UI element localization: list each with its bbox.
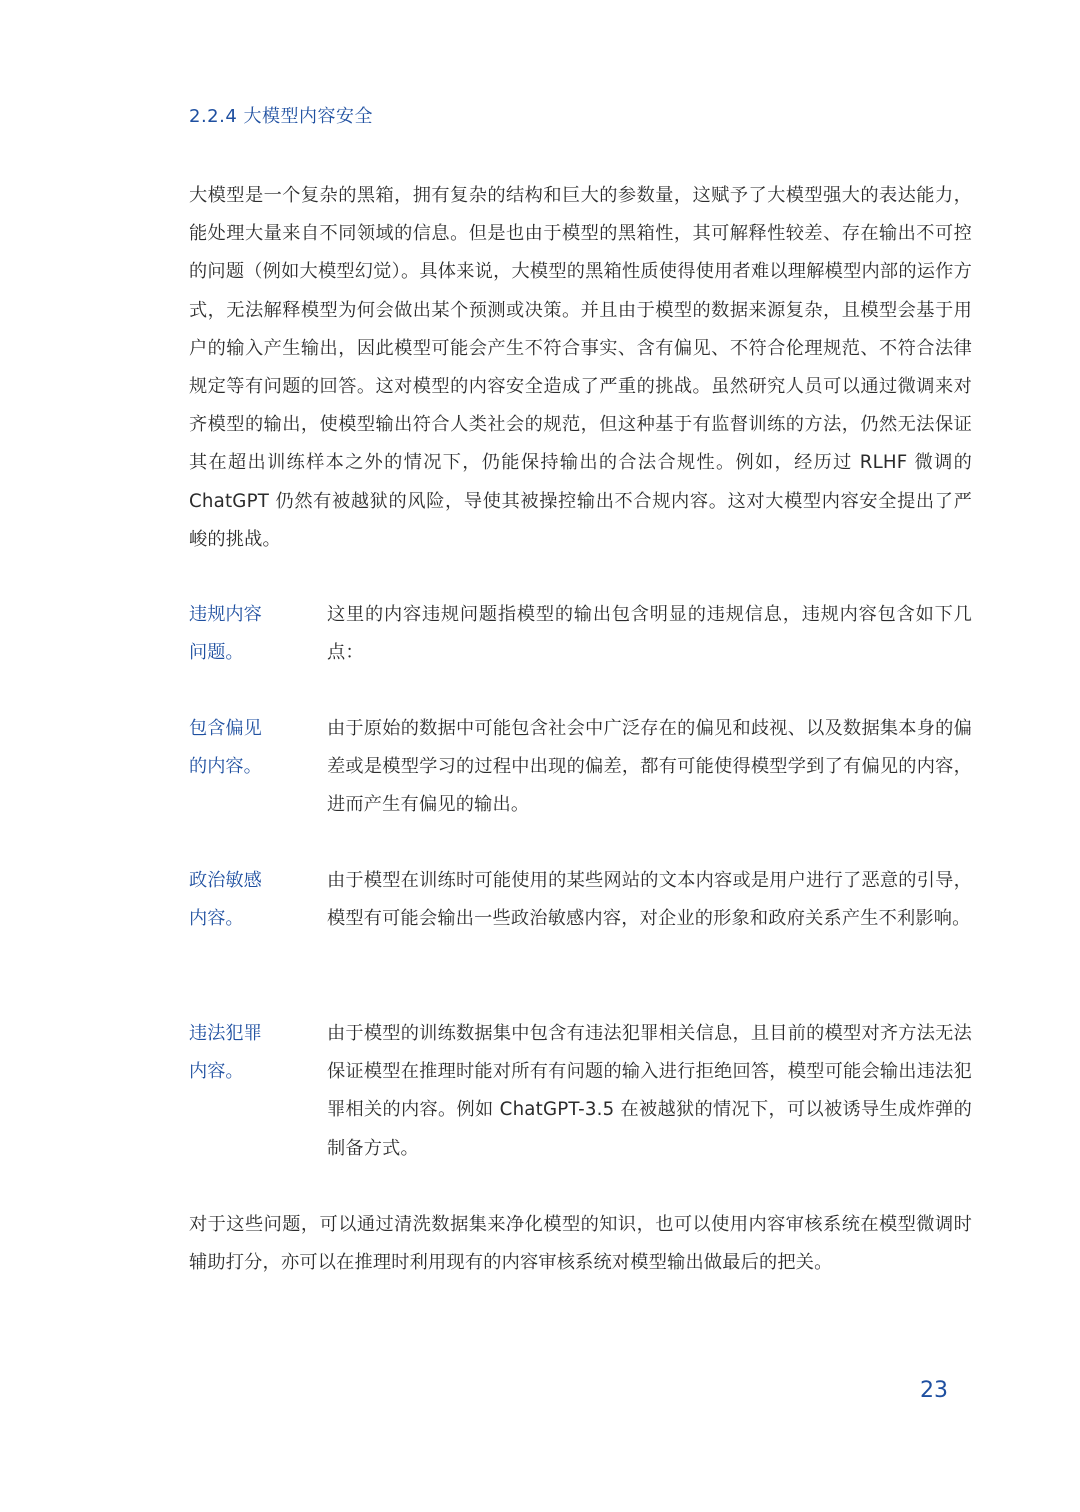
definition-term: 违法犯罪内容。 [189, 1023, 262, 1083]
definition-term: 政治敏感内容。 [189, 870, 262, 930]
definition-description: 由于模型在训练时可能使用的某些网站的文本内容或是用户进行了恶意的引导，模型有可能会输出一些政治敏感内容，对企业的形象和政府关系产生不利影响。 [327, 870, 972, 930]
section-title: 2.2.4 大模型内容安全 [189, 106, 374, 127]
definition-description: 由于原始的数据中可能包含社会中广泛存在的偏见和歧视、以及数据集本身的偏差或是模型学习的过程中出现的偏差，都有可能使得模型学到了有偏见的内容，进而产生有偏见的输出。 [327, 718, 972, 816]
definition-description: 这里的内容违规问题指模型的输出包含明显的违规信息，违规内容包含如下几点： [327, 604, 972, 664]
intro-paragraph: 大模型是一个复杂的黑箱，拥有复杂的结构和巨大的参数量，这赋予了大模型强大的表达能力，能处理大量来自不同领域的信息。但是也由于模型的黑箱性，其可解释性较差、存在输出不可控的问题（例如大模型幻觉）。具体来说，大模型的黑箱性质使得使用者难以理解模型内部的运作方式，无法解释模型为何会做出某个预测或决策。并且由于模型的数据来源复杂，且模型会基于用户的输入产生输出，因此模型可能会产生不符合事实、含有偏见、不符合伦理规范、不符合法律规定等有问题的回答。这对模型的内容安全造成了严重的挑战。虽然研究人员可以通过微调来对齐模型的输出，使模型输出符合人类社会的规范，但这种基于有监督训练的方法，仍然无法保证其在超出训练样本之外的情况下，仍能保持输出的合法合规性。例如，经历过 RLHF 微调的 ChatGPT 仍然有被越狱的风险，导使其被操控输出不合规内容。这对大模型内容安全提出了严峻的挑战。 [189, 185, 972, 550]
definition-description: 由于模型的训练数据集中包含有违法犯罪相关信息，且目前的模型对齐方法无法保证模型在推理时能对所有有问题的输入进行拒绝回答，模型可能会输出违法犯罪相关的内容。例如 ChatGPT-3.5 在被越狱的情况下，可以被诱导生成炸弹的制备方式。 [327, 1023, 972, 1159]
page-number: 23 [920, 1378, 948, 1403]
definition-term: 包含偏见的内容。 [189, 718, 262, 778]
conclusion-paragraph: 对于这些问题，可以通过清洗数据集来净化模型的知识，也可以使用内容审核系统在模型微调时辅助打分，亦可以在推理时利用现有的内容审核系统对模型输出做最后的把关。 [189, 1214, 972, 1274]
definition-term: 违规内容问题。 [189, 604, 262, 664]
